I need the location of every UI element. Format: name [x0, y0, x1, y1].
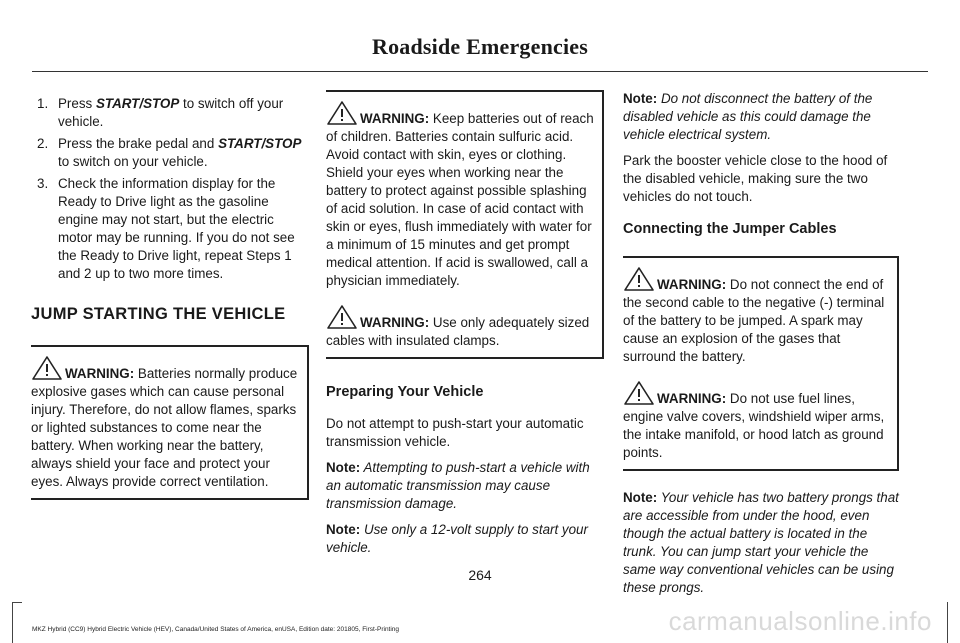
- note-label: Note:: [326, 522, 361, 537]
- step-text: Press the brake pedal and: [58, 136, 219, 151]
- note-label: Note:: [623, 91, 658, 106]
- watermark-site: carmanualsonline.info: [668, 606, 932, 636]
- warning-triangle-icon: [326, 304, 358, 330]
- page-header-title: Roadside Emergencies: [371, 34, 589, 59]
- note-label: Note:: [326, 460, 361, 475]
- note-text: Use only a 12-volt supply to start your vehicle.: [326, 522, 588, 555]
- steps-list: [31, 95, 309, 283]
- step-command: START/STOP: [95, 96, 180, 111]
- step-number: 2.: [37, 136, 49, 151]
- page-number: 264: [468, 567, 492, 583]
- note-text: Your vehicle has two battery prongs that are accessible from under the hood, even though the actual battery is located in the trunk. You can jump start your vehicle the same way conventional vehicles can be using these prongs.: [623, 490, 899, 595]
- note-text: Do not disconnect the battery of the disabled vehicle as this could damage the vehicle electrical system.: [623, 91, 873, 142]
- step-text: to switch on your vehicle.: [58, 154, 208, 169]
- paragraph: Do not attempt to push-start your automatic transmission vehicle.: [326, 416, 584, 449]
- warning-text: Do not use fuel lines, engine valve covers, windshield wiper arms, the intake manifold, or hood latch as ground points.: [623, 391, 885, 460]
- warning-triangle-icon: [623, 266, 655, 292]
- warning-label: WARNING:: [657, 277, 727, 292]
- crop-mark: [12, 602, 13, 643]
- step-text: to switch off your vehicle.: [58, 96, 284, 129]
- warning-item: [326, 100, 600, 290]
- warning-text: Keep batteries out of reach of children. Batteries contain sulfuric acid. Avoid contact with skin, eyes or clothing. Shield your eyes when working near the battery to protect against possible splashing of acid solution. In case of acid contact with skin or eyes, flush immediately with water for a minimum of 15 minutes and get prompt medical attention. If acid is swallowed, call a physician immediately.: [326, 111, 594, 288]
- warning-text: Batteries normally produce explosive gases which can cause personal injury. Therefore, do not allow flames, sparks or lighted substances to come near the battery. When working near the battery, always shield your face and protect your eyes. Always provide correct ventilation.: [31, 366, 298, 489]
- subheading: Preparing Your Vehicle: [326, 384, 484, 400]
- warning-item: [31, 355, 305, 491]
- step-text: Check the information display for the Ready to Drive light as the gasoline engine may not start, but the electric motor may be running. If you do not see the Ready to Drive light, repeat Steps 1 and 2 up to two more times.: [58, 176, 295, 281]
- column-1: [31, 90, 309, 500]
- note: [326, 521, 604, 557]
- list-item: [31, 95, 309, 131]
- note-text: Attempting to push-start a vehicle with an automatic transmission may cause transmission damage.: [326, 460, 590, 511]
- note: [326, 459, 604, 513]
- warning-box: [31, 345, 309, 500]
- warning-text: Use only adequately sized cables with insulated clamps.: [326, 315, 590, 348]
- footer-edition-text: MKZ Hybrid (CC9) Hybrid Electric Vehicle (HEV), Canada/United States of America, enUSA, Edition date: 201805, First-Printing: [32, 626, 400, 633]
- warning-triangle-icon: [326, 100, 358, 126]
- header-divider: [32, 71, 928, 72]
- warning-label: WARNING:: [360, 111, 430, 126]
- step-command: START/STOP: [218, 136, 302, 151]
- warning-item: [623, 380, 895, 462]
- section-heading: JUMP STARTING THE VEHICLE: [31, 305, 286, 323]
- warning-triangle-icon: [623, 380, 655, 406]
- warning-triangle-icon: [31, 355, 63, 381]
- note: [623, 90, 899, 144]
- column-2: [326, 90, 604, 565]
- column-3: [623, 90, 899, 605]
- warning-box: [623, 256, 899, 471]
- warning-box: [326, 90, 604, 359]
- warning-item: [326, 304, 600, 350]
- warning-text: Do not connect the end of the second cable to the negative (-) terminal of the battery to be jumped. A spark may cause an explosion of the gases that surround the battery.: [623, 277, 885, 364]
- crop-mark: [12, 602, 22, 603]
- paragraph: Park the booster vehicle close to the hood of the disabled vehicle, making sure the two vehicles do not touch.: [623, 153, 888, 204]
- warning-label: WARNING:: [657, 391, 727, 406]
- crop-mark: [947, 602, 948, 643]
- warning-label: WARNING:: [360, 315, 430, 330]
- warning-item: [623, 266, 895, 366]
- subheading: Connecting the Jumper Cables: [623, 221, 837, 237]
- note-label: Note:: [623, 490, 658, 505]
- list-item: [31, 135, 309, 171]
- warning-label: WARNING:: [65, 366, 135, 381]
- step-number: 1.: [37, 96, 49, 111]
- step-text: Press: [58, 96, 96, 111]
- step-number: 3.: [37, 176, 49, 191]
- list-item: [31, 175, 309, 283]
